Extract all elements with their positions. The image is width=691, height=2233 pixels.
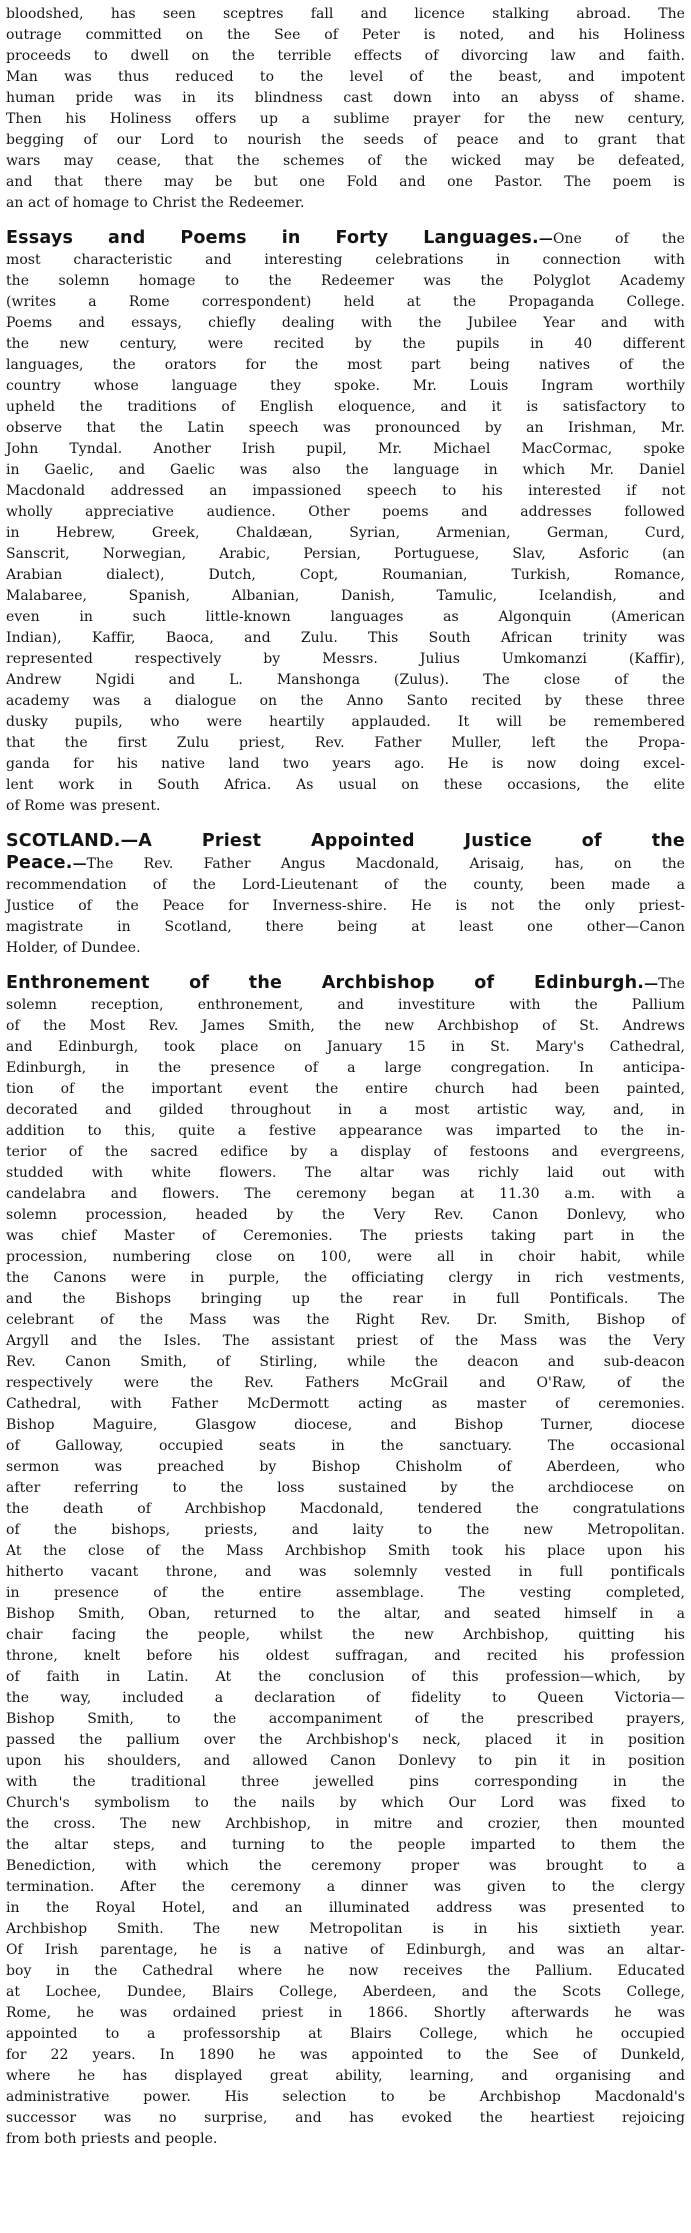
text-line: Macdonald addressed an impassioned speech to his interested if not xyxy=(6,483,685,499)
text-line: and that there may be but one Fold and one Pastor. The poem is xyxy=(6,174,685,190)
text-line: administrative power. His selection to be Archbishop Macdonald's xyxy=(6,2089,685,2105)
text-line: Arabian dialect), Dutch, Copt, Roumanian, Turkish, Romance, xyxy=(6,567,685,583)
text-line: of Galloway, occupied seats in the sanctuary. The occasional xyxy=(6,1438,685,1454)
text-line: observe that the Latin speech was pronounced by an Irishman, Mr. xyxy=(6,420,685,436)
text-line: procession, numbering close on 100, were all in choir habit, while xyxy=(6,1249,685,1265)
text-line: wars may cease, that the schemes of the wicked may be defeated, xyxy=(6,153,685,169)
text-line: celebrant of the Mass was the Right Rev. Dr. Smith, Bishop of xyxy=(6,1312,685,1328)
text-line: Man was thus reduced to the level of the beast, and impotent xyxy=(6,69,685,85)
text-line: in presence of the entire assemblage. The vesting completed, xyxy=(6,1585,685,1601)
text-line: in Gaelic, and Gaelic was also the language in which Mr. Daniel xyxy=(6,462,685,478)
section-first-line: One of the xyxy=(552,231,685,247)
text-line: begging of our Lord to nourish the seeds of peace and to grant that xyxy=(6,132,685,148)
text-line: the new century, were recited by the pupils in 40 different xyxy=(6,336,685,352)
article-column xyxy=(6,4,685,2150)
text-line: John Tyndal. Another Irish pupil, Mr. Michael MacCormac, spoke xyxy=(6,441,685,457)
text-line: Justice of the Peace for Inverness-shire. He is not the only priest- xyxy=(6,898,685,914)
section-polyglot-academy xyxy=(6,228,685,817)
text-line: Andrew Ngidi and L. Manshonga (Zulus). The close of the xyxy=(6,672,685,688)
text-line: boy in the Cathedral where he now receives the Pallium. Educated xyxy=(6,1963,685,1979)
text-line: from both priests and people. xyxy=(6,2131,218,2147)
heading-dash: — xyxy=(644,976,659,992)
text-line: was chief Master of Ceremonies. The priests taking part in the xyxy=(6,1228,685,1244)
text-line: Of Irish parentage, he is a native of Edinburgh, and was an altar- xyxy=(6,1942,685,1958)
text-line: for 22 years. In 1890 he was appointed to the See of Dunkeld, xyxy=(6,2047,685,2063)
text-line: decorated and gilded throughout in a most artistic way, and, in xyxy=(6,1102,685,1118)
text-line: after referring to the loss sustained by the archdiocese on xyxy=(6,1480,685,1496)
text-line: upon his shoulders, and allowed Canon Donlevy to pin it in position xyxy=(6,1753,685,1769)
section-heading-line xyxy=(6,831,685,853)
text-line: of Rome was present. xyxy=(6,798,161,814)
text-line: At the close of the Mass Archbishop Smith took his place upon his xyxy=(6,1543,685,1559)
text-line: the death of Archbishop Macdonald, tendered the congratulations xyxy=(6,1501,685,1517)
text-line: represented respectively by Messrs. Julius Umkomanzi (Kaffir), xyxy=(6,651,685,667)
text-line: that the first Zulu priest, Rev. Father Muller, left the Propa- xyxy=(6,735,685,751)
text-line: terior of the sacred edifice by a display of festoons and evergreens, xyxy=(6,1144,685,1160)
text-line: upheld the traditions of English eloquence, and it is satisfactory to xyxy=(6,399,685,415)
text-line: even in such little-known languages as Algonquin (American xyxy=(6,609,685,625)
text-line: Then his Holiness offers up a sublime prayer for the new century, xyxy=(6,111,685,127)
section-first-line: The xyxy=(658,976,685,992)
section-heading-line xyxy=(6,973,685,995)
text-line: sermon was preached by Bishop Chisholm of Aberdeen, who xyxy=(6,1459,685,1475)
text-line: Bishop Maguire, Glasgow diocese, and Bishop Turner, diocese xyxy=(6,1417,685,1433)
section-heading-cont-line xyxy=(6,853,685,875)
text-line: wholly appreciative audience. Other poems and addresses followed xyxy=(6,504,685,520)
text-line: Rome, he was ordained priest in 1866. Shortly afterwards he was xyxy=(6,2005,685,2021)
intro-paragraph xyxy=(6,4,685,214)
text-line: ganda for his native land two years ago. He is now doing excel- xyxy=(6,756,685,772)
section-heading: Essays and Poems in Forty Languages. xyxy=(6,228,539,248)
text-line: Indian), Kaffir, Baoca, and Zulu. This South African trinity was xyxy=(6,630,685,646)
text-line: successor was no surprise, and has evoked the heartiest rejoicing xyxy=(6,2110,685,2126)
text-line: Rev. Canon Smith, of Stirling, while the deacon and sub-deacon xyxy=(6,1354,685,1370)
text-line: candelabra and flowers. The ceremony began at 11.30 a.m. with a xyxy=(6,1186,685,1202)
text-line: the way, included a declaration of fidelity to Queen Victoria— xyxy=(6,1690,685,1706)
text-line: Argyll and the Isles. The assistant priest of the Mass was the Very xyxy=(6,1333,685,1349)
text-line: the altar steps, and turning to the people imparted to them the xyxy=(6,1837,685,1853)
text-line: languages, the orators for the most part being natives of the xyxy=(6,357,685,373)
text-line: most characteristic and interesting celebrations in connection with xyxy=(6,252,685,268)
text-line: the cross. The new Archbishop, in mitre and crozier, then mounted xyxy=(6,1816,685,1832)
text-line: proceeds to dwell on the terrible effects of divorcing law and faith. xyxy=(6,48,685,64)
text-line: Bishop Smith, Oban, returned to the altar, and seated himself in a xyxy=(6,1606,685,1622)
text-line: Malabaree, Spanish, Albanian, Danish, Tamulic, Icelandish, and xyxy=(6,588,685,604)
text-line: appointed to a professorship at Blairs College, which he occupied xyxy=(6,2026,685,2042)
text-line: outrage committed on the See of Peter is noted, and his Holiness xyxy=(6,27,685,43)
text-line: Bishop Smith, to the accompaniment of the prescribed prayers, xyxy=(6,1711,685,1727)
heading-dash: — xyxy=(72,856,87,872)
text-line: of the bishops, priests, and laity to the new Metropolitan. xyxy=(6,1522,685,1538)
text-line: hitherto vacant throne, and was solemnly vested in full pontificals xyxy=(6,1564,685,1580)
section-body xyxy=(6,250,685,817)
text-line: of the Most Rev. James Smith, the new Archbishop of St. Andrews xyxy=(6,1018,685,1034)
text-line: recommendation of the Lord-Lieutenant of the county, been made a xyxy=(6,877,685,893)
text-line: the solemn homage to the Redeemer was the Polyglot Academy xyxy=(6,273,685,289)
text-line: of faith in Latin. At the conclusion of this profession—which, by xyxy=(6,1669,685,1685)
section-heading: SCOTLAND.—A Priest Appointed Justice of the xyxy=(6,831,685,851)
text-line: studded with white flowers. The altar was richly laid out with xyxy=(6,1165,685,1181)
text-line: tion of the important event the entire church had been painted, xyxy=(6,1081,685,1097)
text-line: (writes a Rome correspondent) held at the Propaganda College. xyxy=(6,294,685,310)
text-line: magistrate in Scotland, there being at least one other—Canon xyxy=(6,919,685,935)
text-line: dusky pupils, who were heartily applauded. It will be remembered xyxy=(6,714,685,730)
text-line: lent work in South Africa. As usual on these occasions, the elite xyxy=(6,777,685,793)
text-line: Edinburgh, in the presence of a large congregation. In anticipa- xyxy=(6,1060,685,1076)
text-line: Poems and essays, chiefly dealing with the Jubilee Year and with xyxy=(6,315,685,331)
text-line: and Edinburgh, took place on January 15 in St. Mary's Cathedral, xyxy=(6,1039,685,1055)
section-enthronement xyxy=(6,973,685,2150)
text-line: respectively were the Rev. Fathers McGrail and O'Raw, of the xyxy=(6,1375,685,1391)
text-line: Church's symbolism to the nails by which Our Lord was fixed to xyxy=(6,1795,685,1811)
section-heading-line xyxy=(6,228,685,250)
section-first-line: The Rev. Father Angus Macdonald, Arisaig, has, on the xyxy=(86,856,685,872)
text-line: addition to this, quite a festive appearance was imparted to the in- xyxy=(6,1123,685,1139)
text-line: Cathedral, with Father McDermott acting as master of ceremonies. xyxy=(6,1396,685,1412)
text-line: the Canons were in purple, the officiating clergy in rich vestments, xyxy=(6,1270,685,1286)
text-line: in Hebrew, Greek, Chaldæan, Syrian, Armenian, German, Curd, xyxy=(6,525,685,541)
text-line: Holder, of Dundee. xyxy=(6,940,141,956)
text-line: solemn procession, headed by the Very Rev. Canon Donlevy, who xyxy=(6,1207,685,1223)
text-line: academy was a dialogue on the Anno Santo recited by these three xyxy=(6,693,685,709)
text-line: where he has displayed great ability, learning, and organising and xyxy=(6,2068,685,2084)
text-line: Sanscrit, Norwegian, Arabic, Persian, Portuguese, Slav, Asforic (an xyxy=(6,546,685,562)
section-heading-cont: Peace. xyxy=(6,853,73,873)
section-scotland-justice xyxy=(6,831,685,959)
text-line: termination. After the ceremony a dinner was given to the clergy xyxy=(6,1879,685,1895)
text-line: and the Bishops bringing up the rear in full Pontificals. The xyxy=(6,1291,685,1307)
section-body xyxy=(6,875,685,959)
text-line: Benediction, with which the ceremony proper was brought to a xyxy=(6,1858,685,1874)
text-line: human pride was in its blindness cast down into an abyss of shame. xyxy=(6,90,685,106)
text-line: throne, knelt before his oldest suffragan, and recited his profession xyxy=(6,1648,685,1664)
text-line: with the traditional three jewelled pins corresponding in the xyxy=(6,1774,685,1790)
heading-dash: — xyxy=(538,231,553,247)
text-line: in the Royal Hotel, and an illuminated address was presented to xyxy=(6,1900,685,1916)
text-line: at Lochee, Dundee, Blairs College, Aberdeen, and the Scots College, xyxy=(6,1984,685,2000)
text-line: an act of homage to Christ the Redeemer. xyxy=(6,195,305,211)
text-line: bloodshed, has seen sceptres fall and licence stalking abroad. The xyxy=(6,6,685,22)
section-heading: Enthronement of the Archbishop of Edinburgh. xyxy=(6,973,645,993)
text-line: Archbishop Smith. The new Metropolitan is in his sixtieth year. xyxy=(6,1921,685,1937)
section-body xyxy=(6,995,685,2150)
text-line: solemn reception, enthronement, and investiture with the Pallium xyxy=(6,997,685,1013)
text-line: chair facing the people, whilst the new Archbishop, quitting his xyxy=(6,1627,685,1643)
text-line: passed the pallium over the Archbishop's neck, placed it in position xyxy=(6,1732,685,1748)
text-line: country whose language they spoke. Mr. Louis Ingram worthily xyxy=(6,378,685,394)
